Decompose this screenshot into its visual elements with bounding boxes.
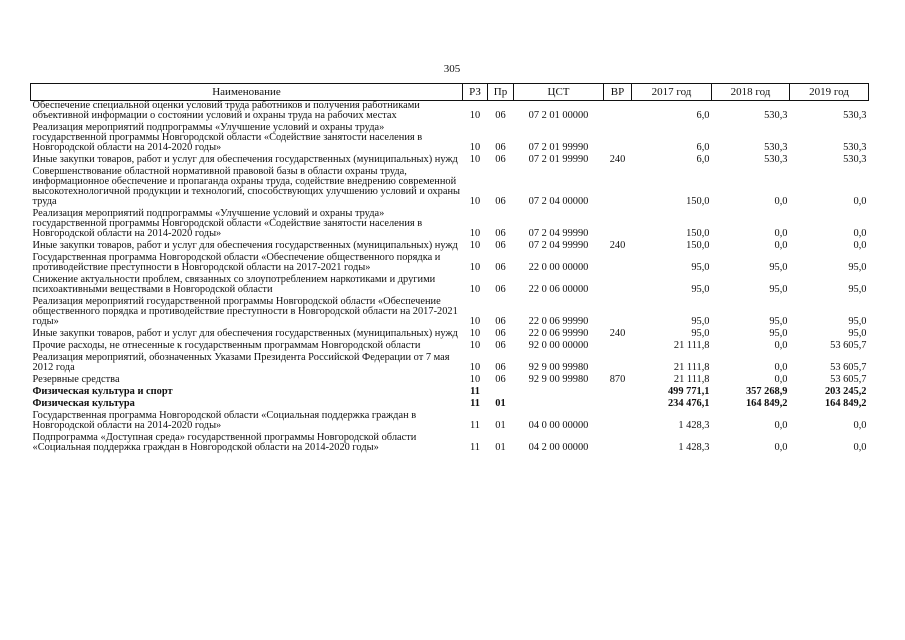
cell-cst: 07 2 01 99990 <box>528 154 589 165</box>
cell-vr <box>604 297 632 329</box>
cell-pr: 06 <box>495 142 506 153</box>
cell-vr <box>604 353 632 375</box>
cell-cst: 22 0 06 99990 <box>528 328 589 339</box>
cell-cst: 07 2 01 99990 <box>528 142 589 153</box>
cell-2017: 150,0 <box>686 228 710 239</box>
cell-cst: 07 2 04 99990 <box>528 228 589 239</box>
cell-2019: 0,0 <box>853 420 867 431</box>
cell-2018: 357 268,9 <box>745 386 788 397</box>
cell-cst: 22 0 00 00000 <box>528 262 589 273</box>
cell-rz: 11 <box>470 386 480 397</box>
cell-pr: 06 <box>495 374 506 385</box>
cell-2018: 0,0 <box>774 196 788 207</box>
cell-2017: 6,0 <box>696 142 710 153</box>
cell-name: Реализация мероприятий подпрограммы «Улучшение условий и охраны труда» государственной программы Новгородской области «Содействие занятости населения в Новгородской области на 2014-2020 годы» <box>32 208 423 239</box>
cell-vr <box>604 275 632 297</box>
cell-2017: 1 428,3 <box>678 442 710 453</box>
cell-2019: 530,3 <box>843 110 867 121</box>
cell-2017: 95,0 <box>691 284 710 295</box>
cell-2017: 499 771,1 <box>667 386 710 397</box>
cell-cst: 22 0 06 99990 <box>528 316 589 327</box>
cell-2019: 530,3 <box>843 142 867 153</box>
cell-2019: 53 605,7 <box>830 374 867 385</box>
cell-vr <box>604 411 632 433</box>
cell-rz: 10 <box>469 240 481 251</box>
cell-2017: 95,0 <box>691 262 710 273</box>
cell-2019: 95,0 <box>848 328 867 339</box>
cell-pr: 06 <box>495 196 506 207</box>
cell-2018: 0,0 <box>774 442 788 453</box>
cell-pr: 06 <box>495 240 506 251</box>
cell-pr: 06 <box>495 316 506 327</box>
cell-name: Прочие расходы, не отнесенные к государственным программам Новгородской области <box>32 340 421 351</box>
column-header-vr: ВР <box>604 84 632 101</box>
cell-cst <box>514 399 604 411</box>
cell-2019: 0,0 <box>853 228 867 239</box>
cell-2019: 164 849,2 <box>824 398 867 409</box>
cell-2018: 0,0 <box>774 362 788 373</box>
cell-rz: 10 <box>469 228 481 239</box>
cell-2017: 21 111,8 <box>673 340 710 351</box>
table-row <box>31 297 869 329</box>
cell-name: Реализация мероприятий государственной программы Новгородской области «Обеспечение общественного порядка и противодействие преступности в Новгородской области на 2017-2021 годы» <box>32 296 458 327</box>
cell-2019: 0,0 <box>853 240 867 251</box>
cell-pr: 06 <box>495 228 506 239</box>
cell-2019: 203 245,2 <box>824 386 867 397</box>
cell-2019: 95,0 <box>848 262 867 273</box>
cell-2018: 95,0 <box>769 328 788 339</box>
cell-2018: 530,3 <box>764 154 788 165</box>
cell-2018: 95,0 <box>769 262 788 273</box>
table-row <box>31 101 869 124</box>
cell-vr <box>604 341 632 353</box>
cell-vr: 240 <box>609 154 626 165</box>
table-body <box>31 101 869 456</box>
table-row <box>31 275 869 297</box>
cell-rz: 11 <box>470 398 480 409</box>
cell-rz: 10 <box>469 340 481 351</box>
cell-name: Снижение актуальности проблем, связанных со злоупотреблением наркотиками и другими психоактивными веществами в Новгородской области <box>32 274 436 295</box>
cell-2019: 53 605,7 <box>830 340 867 351</box>
cell-pr: 06 <box>495 340 506 351</box>
cell-2017: 95,0 <box>691 316 710 327</box>
page-number: 305 <box>443 63 461 75</box>
cell-vr <box>604 433 632 455</box>
cell-cst <box>514 387 604 399</box>
table-row <box>31 387 869 399</box>
cell-vr <box>604 399 632 411</box>
cell-2017: 1 428,3 <box>678 420 710 431</box>
cell-name: Иные закупки товаров, работ и услуг для обеспечения государственных (муниципальных) нужд <box>32 154 458 165</box>
cell-name: Иные закупки товаров, работ и услуг для обеспечения государственных (муниципальных) нужд <box>32 328 458 339</box>
table-row <box>31 433 869 455</box>
cell-vr <box>604 253 632 275</box>
cell-cst: 04 2 00 00000 <box>528 442 589 453</box>
table-row <box>31 353 869 375</box>
cell-2018: 0,0 <box>774 340 788 351</box>
table-header-row <box>31 84 869 101</box>
cell-pr: 06 <box>495 110 506 121</box>
cell-name: Реализация мероприятий подпрограммы «Улучшение условий и охраны труда» государственной программы Новгородской области «Содействие занятости населения в Новгородской области на 2014-2020 годы» <box>32 122 423 153</box>
cell-2019: 95,0 <box>848 316 867 327</box>
cell-2018: 164 849,2 <box>745 398 788 409</box>
cell-cst: 04 0 00 00000 <box>528 420 589 431</box>
cell-rz: 10 <box>469 142 481 153</box>
cell-2018: 95,0 <box>769 284 788 295</box>
cell-vr <box>604 387 632 399</box>
cell-rz: 11 <box>469 442 480 453</box>
cell-pr: 01 <box>495 420 506 431</box>
cell-vr: 240 <box>609 240 626 251</box>
cell-pr: 06 <box>495 362 506 373</box>
cell-pr: 06 <box>495 328 506 339</box>
cell-name: Физическая культура и спорт <box>32 386 173 397</box>
table-row <box>31 411 869 433</box>
cell-cst: 22 0 06 00000 <box>528 284 589 295</box>
column-header-2019: 2019 год <box>790 84 869 101</box>
cell-name: Физическая культура <box>32 398 135 409</box>
cell-rz: 10 <box>469 262 481 273</box>
cell-rz: 10 <box>469 328 481 339</box>
cell-pr: 01 <box>495 398 506 409</box>
column-header-name: Наименование <box>31 84 463 101</box>
cell-2017: 150,0 <box>686 196 710 207</box>
cell-2018: 0,0 <box>774 228 788 239</box>
cell-cst: 92 9 00 99980 <box>528 374 589 385</box>
cell-rz: 10 <box>469 362 481 373</box>
cell-pr: 06 <box>495 284 506 295</box>
cell-2018: 95,0 <box>769 316 788 327</box>
cell-rz: 10 <box>469 110 481 121</box>
cell-2019: 53 605,7 <box>830 362 867 373</box>
cell-name: Реализация мероприятий, обозначенных Указами Президента Российской Федерации от 7 мая 2012 года <box>32 352 450 373</box>
cell-pr: 06 <box>495 154 506 165</box>
cell-vr <box>604 209 632 241</box>
cell-pr: 01 <box>495 442 506 453</box>
cell-vr <box>604 167 632 209</box>
cell-vr <box>604 123 632 155</box>
cell-rz: 10 <box>469 316 481 327</box>
table-row <box>31 167 869 209</box>
cell-name: Совершенствование областной нормативной правовой базы в области охраны труда, информационное обеспечение и пропаганда охраны труда, содействие внедрению современной высокотехнологичной продукции и технологий, способствующих улучшению условий и охраны труда <box>32 166 460 207</box>
cell-cst: 92 9 00 99980 <box>528 362 589 373</box>
cell-2017: 150,0 <box>686 240 710 251</box>
cell-2018: 0,0 <box>774 420 788 431</box>
cell-name: Государственная программа Новгородской области «Обеспечение общественного порядка и противодействие преступности в Новгородской области на 2017-2021 годы» <box>32 252 441 273</box>
cell-name: Подпрограмма «Доступная среда» государственной программы Новгородской области «Социальная поддержка граждан в Новгородской области на 2014-2020 годы» <box>32 432 417 453</box>
cell-2018: 530,3 <box>764 110 788 121</box>
cell-2018: 0,0 <box>774 240 788 251</box>
cell-2017: 234 476,1 <box>667 398 710 409</box>
cell-name: Резервные средства <box>32 374 120 385</box>
cell-2017: 21 111,8 <box>673 362 710 373</box>
table-row <box>31 209 869 241</box>
cell-2018: 0,0 <box>774 374 788 385</box>
cell-name: Государственная программа Новгородской области «Социальная поддержка граждан в Новгородской области на 2014-2020 годы» <box>32 410 417 431</box>
cell-2017: 6,0 <box>696 110 710 121</box>
cell-2017: 6,0 <box>696 154 710 165</box>
cell-2019: 0,0 <box>853 442 867 453</box>
table-row <box>31 253 869 275</box>
budget-table <box>30 83 869 455</box>
cell-vr: 240 <box>609 328 626 339</box>
cell-rz: 11 <box>469 420 480 431</box>
column-header-2017: 2017 год <box>632 84 712 101</box>
cell-2019: 0,0 <box>853 196 867 207</box>
column-header-pr: Пр <box>488 84 514 101</box>
cell-2018: 530,3 <box>764 142 788 153</box>
cell-name: Обеспечение специальной оценки условий труда работников и получения работниками объективной информации о состоянии условий и охраны труда на рабочих местах <box>32 100 420 121</box>
cell-2017: 21 111,8 <box>673 374 710 385</box>
column-header-2018: 2018 год <box>712 84 790 101</box>
cell-rz: 10 <box>469 196 481 207</box>
cell-rz: 10 <box>469 154 481 165</box>
column-header-rz: РЗ <box>463 84 488 101</box>
cell-cst: 07 2 04 99990 <box>528 240 589 251</box>
cell-2019: 530,3 <box>843 154 867 165</box>
cell-vr <box>604 101 632 124</box>
table-row <box>31 123 869 155</box>
cell-cst: 07 2 01 00000 <box>528 110 589 121</box>
cell-2019: 95,0 <box>848 284 867 295</box>
column-header-cst: ЦСТ <box>514 84 604 101</box>
cell-cst: 07 2 04 00000 <box>528 196 589 207</box>
cell-rz: 10 <box>469 284 481 295</box>
cell-2017: 95,0 <box>691 328 710 339</box>
cell-vr: 870 <box>609 374 626 385</box>
cell-pr: 06 <box>495 262 506 273</box>
cell-cst: 92 0 00 00000 <box>528 340 589 351</box>
cell-rz: 10 <box>469 374 481 385</box>
cell-name: Иные закупки товаров, работ и услуг для обеспечения государственных (муниципальных) нужд <box>32 240 458 251</box>
